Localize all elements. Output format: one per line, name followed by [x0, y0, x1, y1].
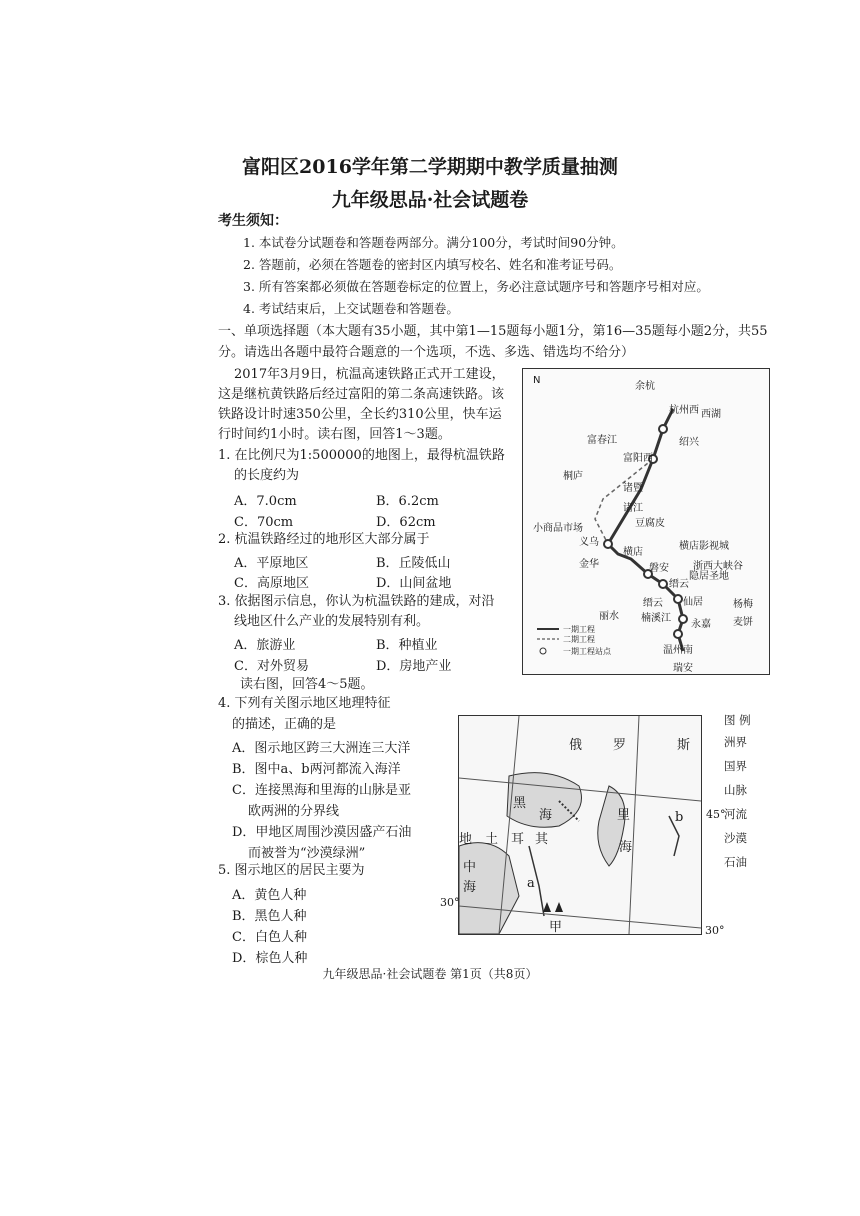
question-stem: 2. 杭温铁路经过的地形区大部分属于 — [218, 532, 430, 547]
intro-line: 铁路设计时速350公里，全长约310公里，快车运 — [218, 407, 502, 422]
map-label: 金华 — [579, 559, 599, 570]
map-label: 富春江 — [587, 435, 617, 446]
question-stem: 线地区什么产业的发展特别有利。 — [234, 614, 430, 629]
question-stem: 1. 在比例尺为1:500000的地图上，最得杭温铁路 — [218, 448, 505, 463]
map-label: 绍兴 — [679, 437, 699, 448]
map-label: a — [527, 876, 535, 891]
lat-mark: 45° — [706, 808, 726, 821]
map-label: 耳 — [511, 832, 525, 847]
legend-item: 河流 — [724, 807, 747, 821]
map-label: 海 — [619, 840, 633, 855]
map-label: 豆腐皮 — [635, 518, 665, 529]
map-label: 其 — [535, 832, 549, 847]
option: B．6.2cm — [376, 494, 439, 509]
map-label: 横店影视城 — [679, 541, 729, 552]
legend-item: 山脉 — [724, 783, 747, 797]
legend-item: 国界 — [724, 759, 747, 773]
legend-item: 一期工程站点 — [563, 647, 611, 656]
map-label: 楠溪江 — [641, 613, 671, 624]
option: D．山间盆地 — [376, 576, 452, 591]
map-label: 里 — [617, 808, 631, 823]
notice-item: 4. 考试结束后，上交试题卷和答题卷。 — [243, 301, 459, 316]
option: 而被誉为“沙漠绿洲” — [248, 846, 366, 861]
legend-item: 沙漠 — [724, 831, 747, 845]
option: B．种植业 — [376, 638, 438, 653]
map-label: 丽水 — [599, 611, 619, 622]
map-label: 杭州西 — [669, 405, 699, 416]
exam-subtitle: 九年级思品·社会试题卷 — [331, 189, 529, 211]
map-label: 甲 — [549, 920, 563, 935]
option: A．旅游业 — [234, 638, 296, 653]
railway-map — [522, 368, 770, 675]
option: B．丘陵低山 — [376, 556, 451, 571]
option: A．平原地区 — [234, 556, 309, 571]
option: D．房地产业 — [376, 659, 452, 674]
option: C．对外贸易 — [234, 659, 309, 674]
map-label: 杨梅 — [733, 599, 753, 610]
map-label: 富阳西 — [623, 453, 653, 464]
lat-mark: 30° — [705, 924, 725, 937]
map-label: 浙西大峡谷 — [693, 561, 743, 572]
exam-title: 富阳区2016学年第二学期期中教学质量抽测 — [242, 156, 618, 178]
option: C．高原地区 — [234, 576, 309, 591]
map-label: 罗 — [613, 738, 627, 753]
notice-heading: 考生须知： — [218, 213, 288, 229]
map-label: 黑 — [513, 796, 527, 811]
map-legend — [724, 713, 764, 869]
legend-item: 二期工程 — [563, 635, 595, 644]
question-stem: 的长度约为 — [234, 468, 300, 483]
read-map-instruction: 读右图，回答4～5题。 — [240, 677, 374, 692]
option: C．白色人种 — [232, 930, 307, 945]
north-arrow-icon: N — [533, 375, 541, 386]
map-label: 小商品市场 — [533, 523, 583, 534]
option: A．黄色人种 — [232, 888, 307, 903]
option: A．图示地区跨三大洲连三大洋 — [232, 741, 411, 756]
map-label: 俄 — [569, 738, 583, 753]
option: 欧两洲的分界线 — [248, 804, 340, 819]
map-label: 缙云 — [643, 598, 663, 609]
map-label: 温州南 — [663, 645, 693, 656]
legend-title: 图 例 — [724, 713, 751, 727]
lat-mark: 30° — [440, 896, 460, 909]
map-label: 海 — [539, 808, 553, 823]
map-label: 麦饼 — [733, 617, 753, 628]
map-label: 横店 — [623, 547, 643, 558]
legend-item: 一期工程 — [563, 625, 595, 634]
option: B．黑色人种 — [232, 909, 307, 924]
legend-item: 洲界 — [724, 735, 747, 749]
question-stem: 5. 图示地区的居民主要为 — [218, 863, 365, 878]
option: D．棕色人种 — [232, 951, 308, 966]
option: C．70cm — [234, 515, 294, 530]
map-label: 永嘉 — [691, 619, 711, 630]
map-label: 瑞安 — [673, 663, 693, 674]
map-label: 地 — [459, 832, 473, 847]
intro-line: 2017年3月9日，杭温高速铁路正式开工建设， — [234, 367, 505, 382]
map-label: 磐安 — [649, 563, 669, 574]
page-footer: 九年级思品·社会试题卷 第1页（共8页） — [322, 967, 538, 981]
map-label: b — [675, 810, 684, 825]
notice-item: 1. 本试卷分试题卷和答题卷两部分。满分100分，考试时间90分钟。 — [243, 235, 624, 250]
region-map — [458, 715, 702, 935]
option: C．连接黑海和里海的山脉是亚 — [232, 783, 411, 798]
map-label: 斯 — [677, 738, 691, 753]
option: D．62cm — [376, 515, 436, 530]
map-label: 余杭 — [635, 381, 655, 392]
notice-item: 3. 所有答案都必须做在答题卷标定的位置上，务必注意试题序号和答题序号相对应。 — [243, 279, 709, 294]
map-label: 桐庐 — [563, 471, 583, 482]
question-stem: 3. 依据图示信息，你认为杭温铁路的建成，对沿 — [218, 594, 495, 609]
map-label: 缙云 — [669, 579, 689, 590]
option: D．甲地区周围沙漠因盛产石油 — [232, 825, 412, 840]
map-label: 仙居 — [683, 597, 703, 608]
map-label: 隐居圣地 — [689, 571, 729, 582]
question-stem: 的描述，正确的是 — [232, 717, 337, 732]
question-stem: 4. 下列有关图示地区地理特征 — [218, 696, 391, 711]
map-label: 义乌 — [579, 537, 599, 548]
map-label: 海 — [463, 880, 477, 895]
intro-line: 行时间约1小时。读右图，回答1～3题。 — [218, 427, 451, 442]
section-heading: 一、单项选择题（本大题有35小题，其中第1—15题每小题1分，第16—35题每小题2分，共55分。请选出各题中最符合题意的一个选项，不选、多选、错选均不给分） — [218, 324, 768, 360]
map-label: 诸暨 — [623, 483, 643, 494]
map-label: 西湖 — [701, 409, 721, 420]
intro-line: 这是继杭黄铁路后经过富阳的第二条高速铁路。该 — [218, 387, 505, 402]
legend-item: 石油 — [724, 855, 747, 869]
notice-item: 2. 答题前，必须在答题卷的密封区内填写校名、姓名和准考证号码。 — [243, 257, 622, 272]
map-label: 中 — [463, 860, 477, 875]
option: A．7.0cm — [234, 494, 297, 509]
option: B．图中a、b两河都流入海洋 — [232, 762, 401, 777]
map-label: 土 — [485, 832, 499, 847]
map-label: 诸江 — [623, 503, 643, 514]
